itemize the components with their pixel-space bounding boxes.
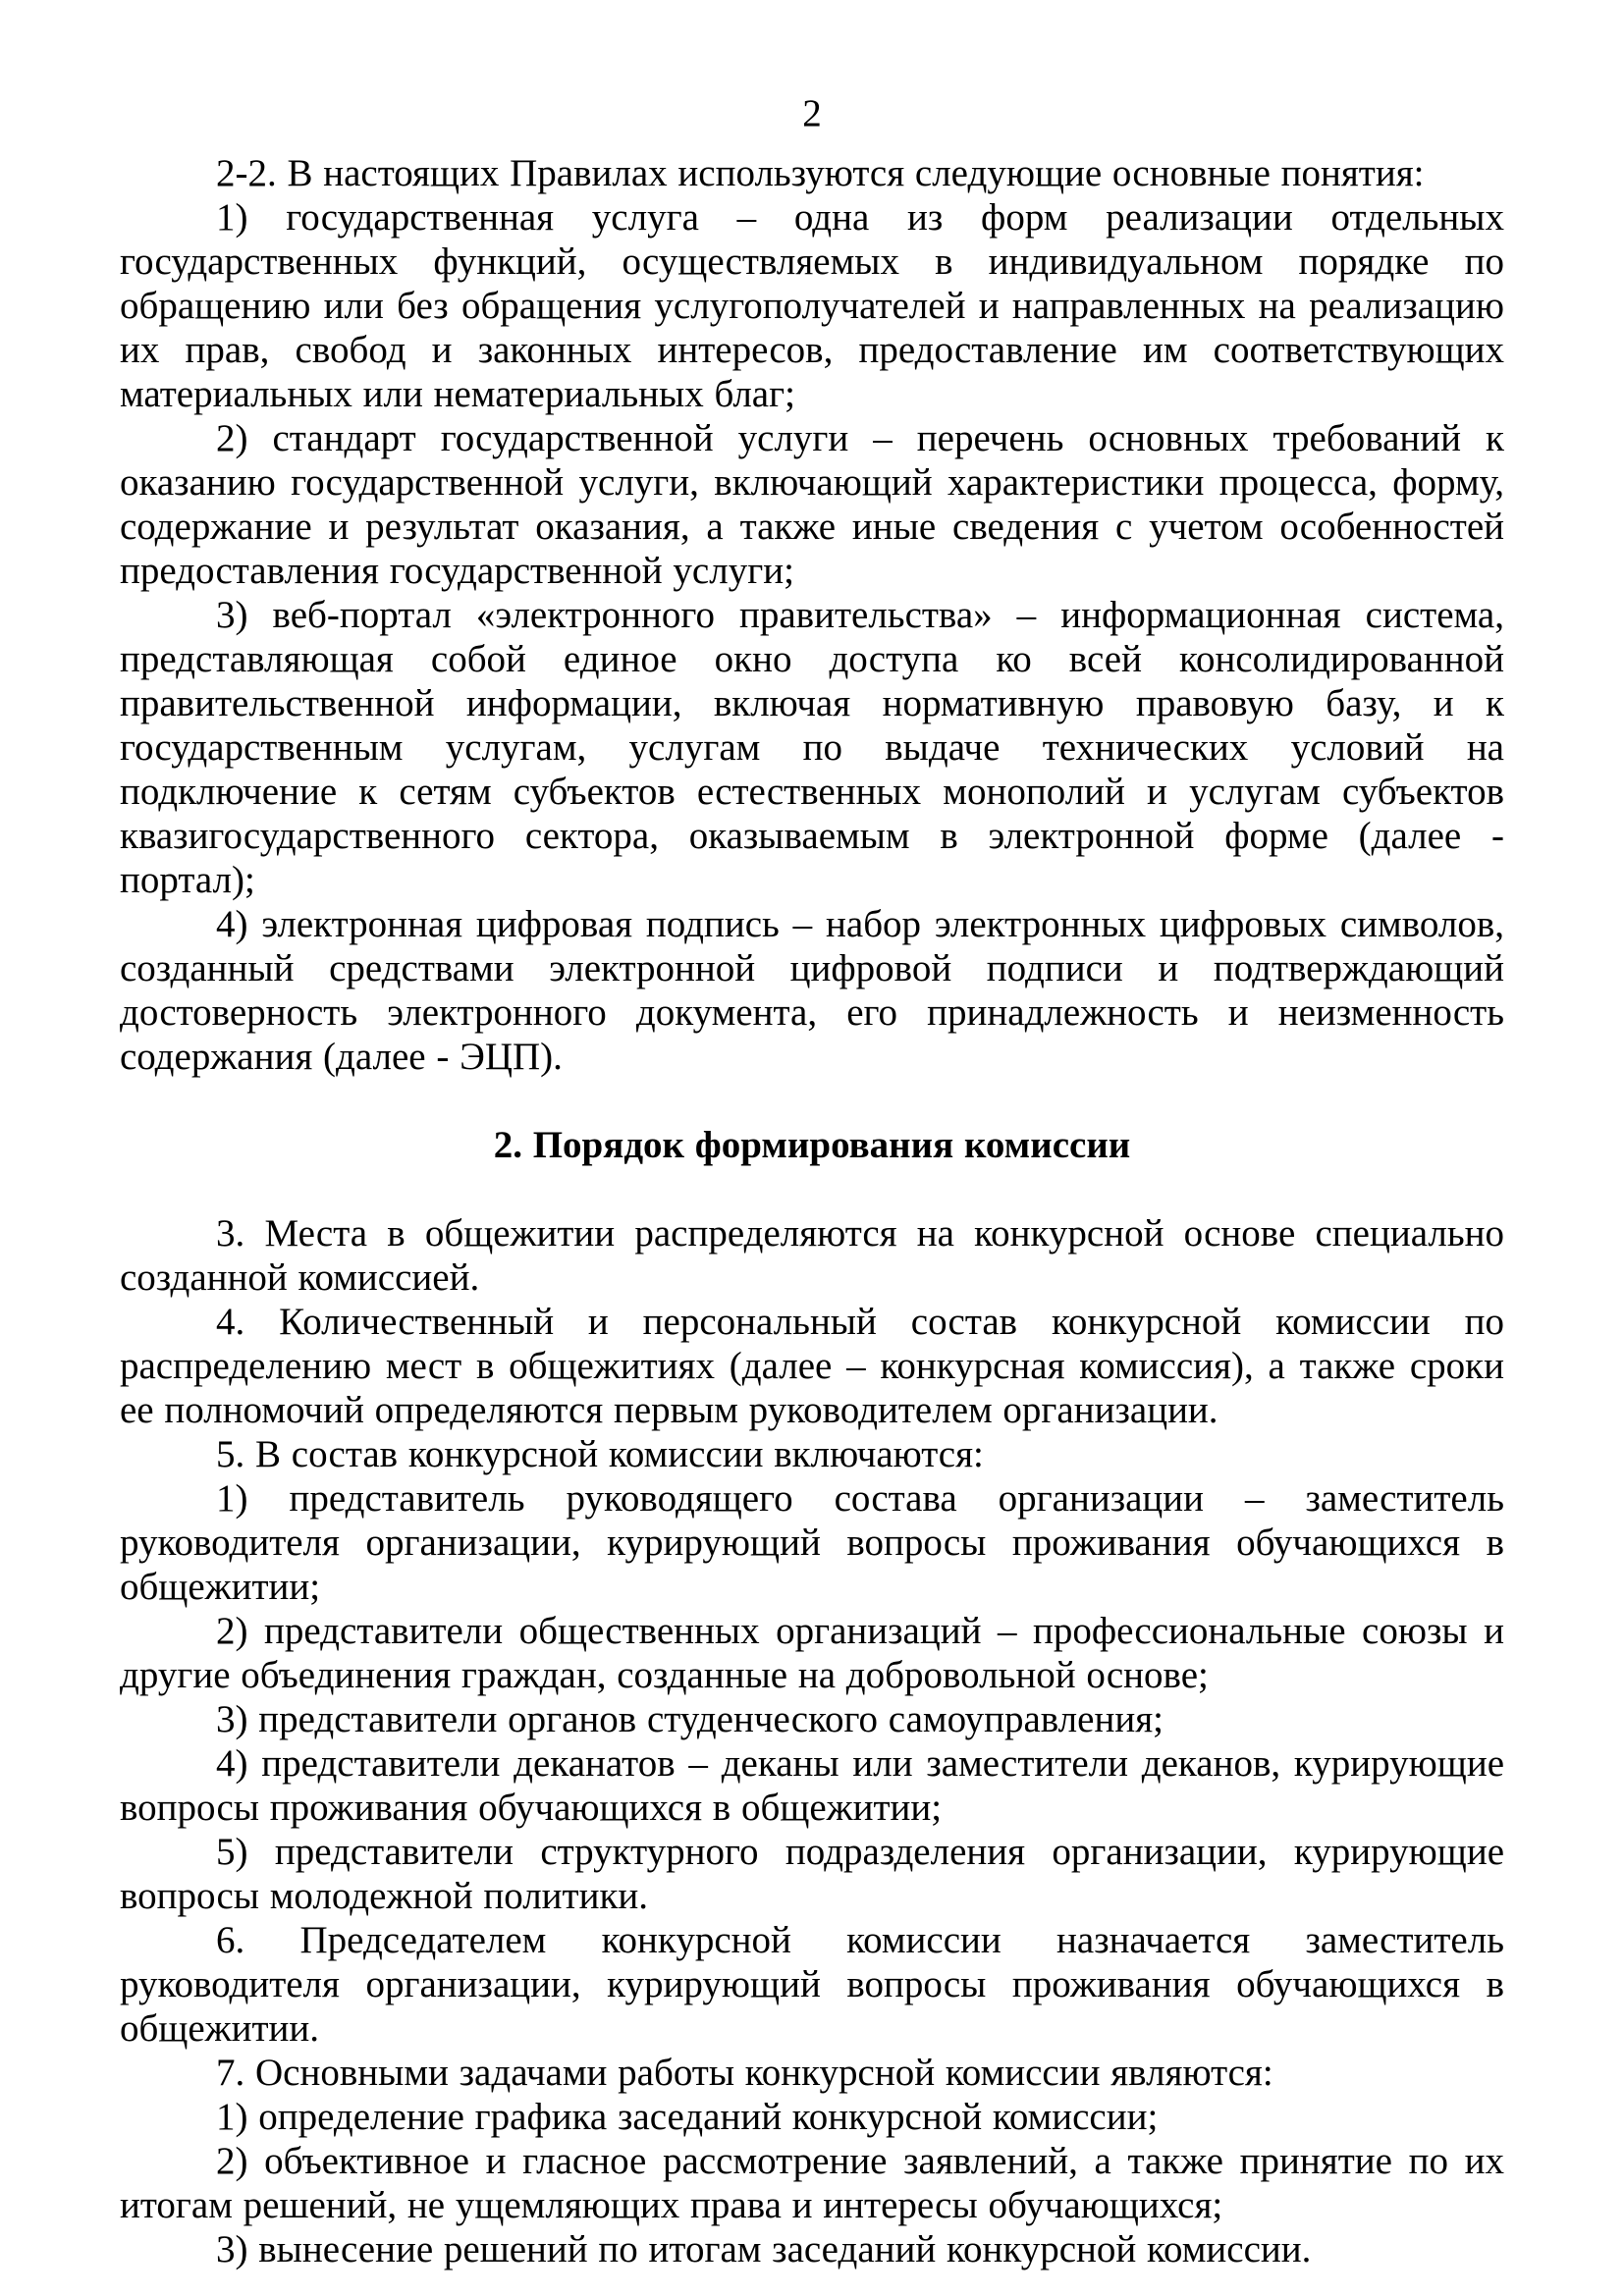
para-definition-3-egov-portal: 3) веб-портал «электронного правительства» – информационная система, представляющая собой единое окно доступа ко всей консолидированной правительственной информации, включая нормативную правовую базу, и к государственным услугам, услугам по выдаче технических условий на подключение к сетям субъектов естественных монополий и услугам субъектов квазигосударственного сектора, оказываемым в электронной форме (далее - портал); (120, 594, 1504, 901)
para-definition-1-state-service: 1) государственная услуга – одна из форм реализации отдельных государственных функций, осуществляемых в индивидуальном порядке по обращению или без обращения услугополучателей и направленных на реализацию их прав, свобод и законных интересов, предоставление им соответствующих материальных или нематериальных благ; (120, 196, 1504, 415)
para-member-4-deans: 4) представители деканатов – деканы или заместители деканов, курирующие вопросы проживания обучающихся в общежитии; (120, 1742, 1504, 1829)
para-item-4-commission-composition: 4. Количественный и персональный состав конкурсной комиссии по распределению мест в общежитиях (далее – конкурсная комиссия), а также сроки ее полномочий определяются первым руководителем организации. (120, 1301, 1504, 1431)
para-task-1-meeting-schedule: 1) определение графика заседаний конкурсной комиссии; (216, 2096, 1159, 2138)
para-member-5-youth-policy-unit: 5) представители структурного подразделения организации, курирующие вопросы молодежной политики. (120, 1831, 1504, 1917)
section-heading-commission-formation: 2. Порядок формирования комиссии (493, 1124, 1131, 1166)
para-definition-4-digital-signature: 4) электронная цифровая подпись – набор электронных цифровых символов, созданный средствами электронной цифровой подписи и подтверждающий достоверность электронного документа, его принадлежность и неизменность содержания (далее - ЭЦП). (120, 903, 1504, 1078)
para-member-2-public-organizations: 2) представители общественных организаций – профессиональные союзы и другие объединения граждан, созданные на добровольной основе; (120, 1610, 1504, 1696)
para-member-3-student-government: 3) представители органов студенческого самоуправления; (216, 1698, 1164, 1740)
para-item-7-commission-tasks-intro: 7. Основными задачами работы конкурсной комиссии являются: (216, 2052, 1273, 2094)
para-item-5-commission-members-intro: 5. В состав конкурсной комиссии включаются: (216, 1433, 984, 1475)
para-item-6-commission-chairman: 6. Председателем конкурсной комиссии назначается заместитель руководителя организации, курирующий вопросы проживания обучающихся в общежитии. (120, 1919, 1504, 2050)
para-member-1-management-representative: 1) представитель руководящего состава организации – заместитель руководителя организации, курирующий вопросы проживания обучающихся в общежитии; (120, 1477, 1504, 1608)
para-task-2-objective-review: 2) объективное и гласное рассмотрение заявлений, а также принятие по их итогам решений, не ущемляющих права и интересы обучающихся; (120, 2140, 1504, 2226)
para-definitions-intro: 2-2. В настоящих Правилах используются следующие основные понятия: (216, 152, 1425, 194)
page-number: 2 (802, 92, 822, 134)
para-definition-2-service-standard: 2) стандарт государственной услуги – перечень основных требований к оказанию государственной услуги, включающий характеристики процесса, форму, содержание и результат оказания, а также иные сведения с учетом особенностей предоставления государственной услуги; (120, 417, 1504, 592)
para-item-3-places-distribution: 3. Места в общежитии распределяются на конкурсной основе специально созданной комиссией. (120, 1212, 1504, 1299)
para-task-3-decisions: 3) вынесение решений по итогам заседаний конкурсной комиссии. (216, 2228, 1312, 2270)
